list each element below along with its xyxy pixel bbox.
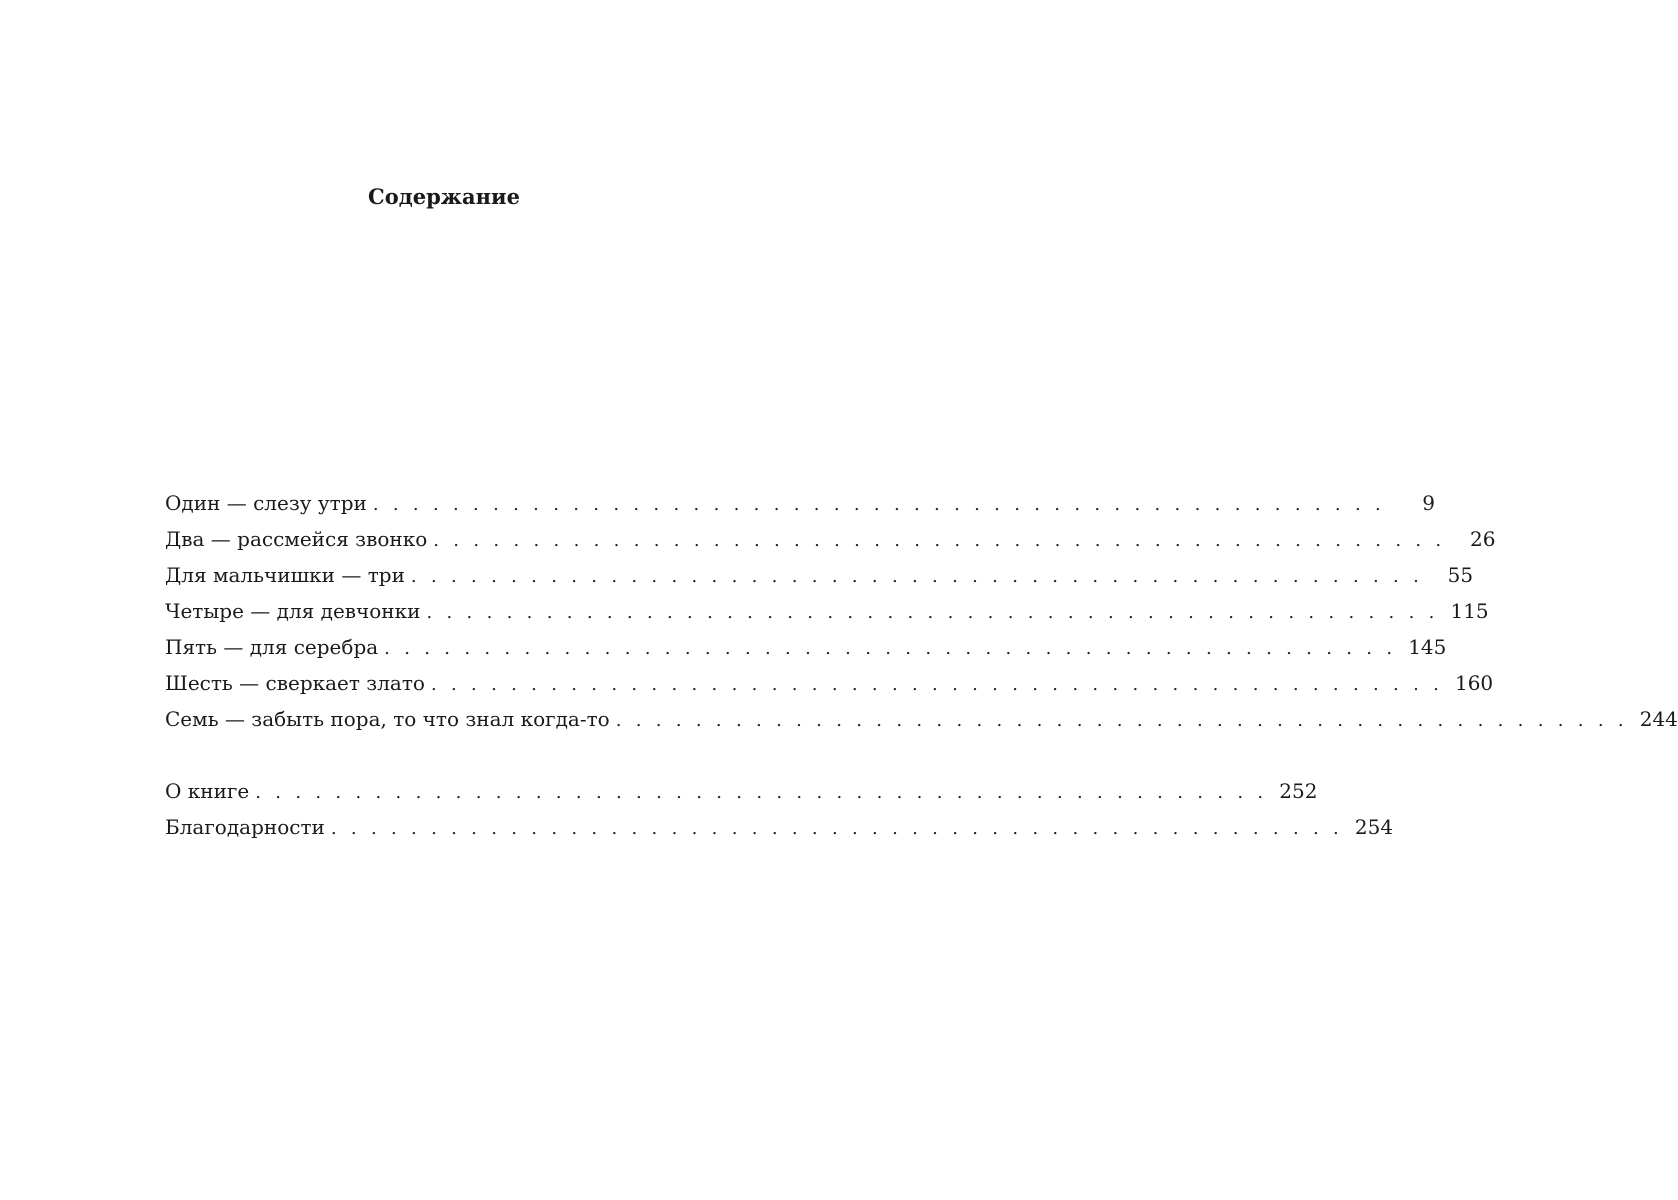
dot-leader: . . . . . . . . . . . . . . . . . . . . . . . . . . . . . . . . . . . . . . . . . . . . . . . . . . . [430,674,1444,695]
dot-leader: . . . . . . . . . . . . . . . . . . . . . . . . . . . . . . . . . . . . . . . . . . . . . . . . . . . [372,494,1386,515]
dot-leader: . . . . . . . . . . . . . . . . . . . . . . . . . . . . . . . . . . . . . . . . . . . . . . . . . . . [410,566,1424,587]
table-of-contents-appendix [165,773,1394,845]
toc-entry [165,557,1474,593]
toc-entry-page: 160 [1454,671,1494,695]
toc-entry [165,521,1496,557]
toc-entry-page: 145 [1408,635,1447,659]
table-of-contents [165,485,1678,737]
toc-entry [165,773,1318,809]
toc-entry [165,593,1489,629]
dot-leader: . . . . . . . . . . . . . . . . . . . . . . . . . . . . . . . . . . . . . . . . . . . . . . . . . . . [330,818,1344,839]
toc-entry-title: О книге [165,779,250,803]
toc-entry [165,629,1447,665]
page-title: Содержание [368,184,520,209]
toc-entry-title: Для мальчишки — три [165,563,405,587]
toc-entry-title: Благодарности [165,815,325,839]
toc-entry-title: Семь — забыть пора, то что знал когда-то [165,707,610,731]
toc-entry [165,485,1436,521]
dot-leader: . . . . . . . . . . . . . . . . . . . . . . . . . . . . . . . . . . . . . . . . . . . . . . . . . . . [615,710,1628,731]
toc-entry-page: 252 [1279,779,1318,803]
toc-entry-page: 244 [1639,707,1678,731]
toc-entry-title: Один — слезу утри [165,491,367,515]
dot-leader: . . . . . . . . . . . . . . . . . . . . . . . . . . . . . . . . . . . . . . . . . . . . . . . . . . . [255,782,1268,803]
toc-entry-title: Шесть — сверкает злато [165,671,425,695]
toc-entry-title: Два — рассмейся звонко [165,527,428,551]
toc-entry-title: Пять — для серебра [165,635,379,659]
dot-leader: . . . . . . . . . . . . . . . . . . . . . . . . . . . . . . . . . . . . . . . . . . . . . . . . . . . [426,602,1439,623]
toc-entry [165,809,1394,845]
toc-entry-title: Четыре — для девчонки [165,599,421,623]
toc-entry-page: 254 [1354,815,1394,839]
toc-entry-page: 115 [1450,599,1489,623]
dot-leader: . . . . . . . . . . . . . . . . . . . . . . . . . . . . . . . . . . . . . . . . . . . . . . . . . . . [384,638,1397,659]
dot-leader: . . . . . . . . . . . . . . . . . . . . . . . . . . . . . . . . . . . . . . . . . . . . . . . . . . . [433,530,1446,551]
toc-entry [165,701,1678,737]
toc-entry [165,665,1494,701]
toc-entry-page: 55 [1447,563,1474,587]
toc-entry-page: 26 [1470,527,1496,551]
toc-entry-page: 9 [1422,491,1436,515]
